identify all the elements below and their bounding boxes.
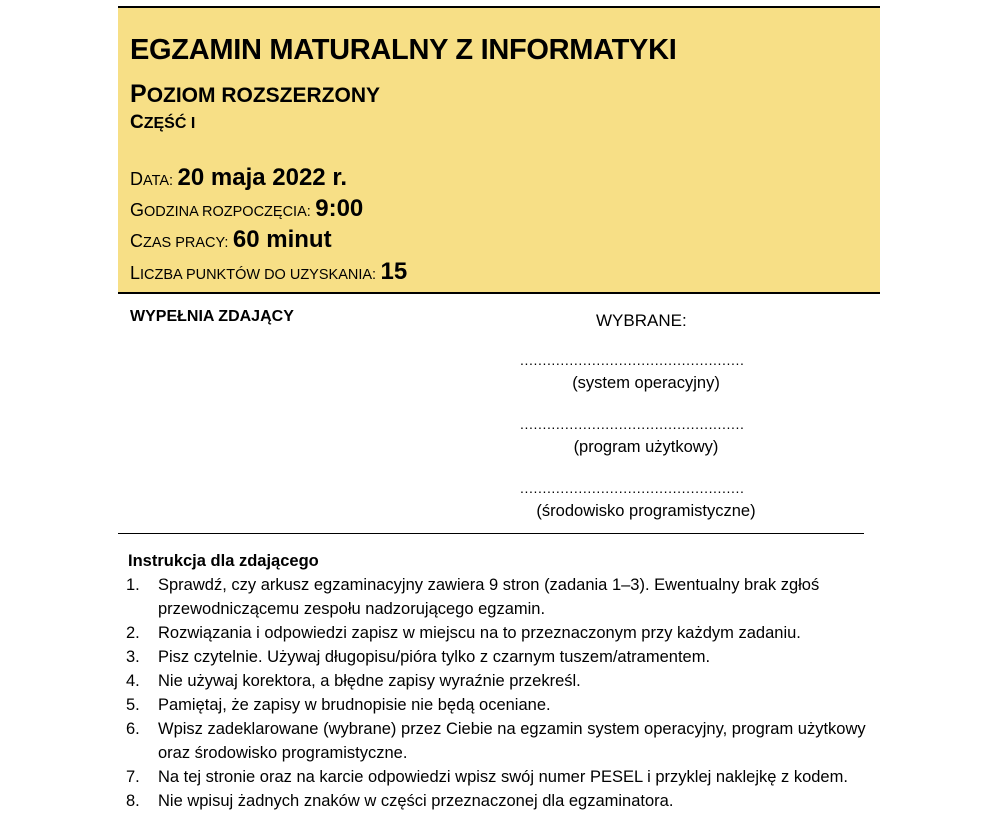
- exam-points-row: [130, 258, 407, 286]
- instruction-item: [126, 717, 886, 765]
- app-entry-caption: (program użytkowy): [573, 438, 719, 456]
- exam-duration-label: [130, 231, 229, 251]
- instruction-number: 1.: [126, 576, 140, 594]
- instructions-title: Instrukcja dla zdającego: [128, 552, 319, 570]
- exam-date-value: 20 maja 2022 r.: [177, 164, 348, 191]
- exam-points-label: [130, 263, 377, 283]
- exam-duration-label-rest: ZAS PRACY:: [143, 235, 229, 251]
- exam-points-label-initial: L: [130, 263, 141, 283]
- exam-start-label-initial: G: [130, 200, 145, 220]
- chosen-label: WYBRANE:: [596, 311, 687, 330]
- app-entry-line[interactable]: ..................................................: [520, 416, 745, 432]
- exam-title: EGZAMIN MATURALNY Z INFORMATYKI: [130, 34, 677, 66]
- instruction-text: Wpisz zadeklarowane (wybrane) przez Ciebie na egzamin system operacyjny, program użytkowy oraz środowisko programistyczne.: [158, 720, 866, 762]
- instruction-item: [126, 573, 886, 621]
- exam-level-initial: P: [130, 80, 147, 108]
- os-entry-line[interactable]: ..................................................: [520, 352, 745, 368]
- instruction-text: Nie używaj korektora, a błędne zapisy wyraźnie przekreśl.: [158, 672, 581, 690]
- instruction-item: [126, 621, 886, 645]
- section-divider: [118, 533, 864, 534]
- exam-part: [130, 112, 195, 134]
- exam-duration-value: 60 minut: [232, 226, 332, 253]
- exam-date-label-rest: ATA:: [143, 173, 174, 189]
- instruction-number: 6.: [126, 720, 140, 738]
- exam-duration-row: [130, 226, 332, 254]
- exam-part-initial: C: [130, 112, 144, 133]
- os-entry-caption: (system operacyjny): [572, 374, 720, 392]
- exam-date-row: [130, 164, 347, 192]
- instruction-number: 7.: [126, 768, 140, 786]
- exam-start-label: [130, 200, 311, 220]
- instruction-item: [126, 765, 886, 789]
- exam-points-label-rest: ICZBA PUNKTÓW DO UZYSKANIA:: [140, 267, 377, 283]
- ide-entry-line[interactable]: ..................................................: [520, 480, 745, 496]
- instruction-text: Rozwiązania i odpowiedzi zapisz w miejscu na to przeznaczonym przy każdym zadaniu.: [158, 624, 801, 642]
- ide-entry-caption: (środowisko programistyczne): [536, 502, 756, 520]
- exam-date-label: [130, 169, 174, 189]
- instruction-number: 4.: [126, 672, 140, 690]
- exam-date-label-initial: D: [130, 169, 143, 189]
- exam-header-box: [118, 6, 880, 294]
- instruction-item: [126, 789, 886, 813]
- exam-start-row: [130, 195, 363, 223]
- instruction-number: 8.: [126, 792, 140, 810]
- instruction-text: Na tej stronie oraz na karcie odpowiedzi wpisz swój numer PESEL i przyklej naklejkę z kodem.: [158, 768, 848, 786]
- instruction-item: [126, 669, 886, 693]
- exam-level-rest: OZIOM ROZSZERZONY: [146, 84, 381, 107]
- instruction-item: [126, 693, 886, 717]
- instruction-text: Pamiętaj, że zapisy w brudnopisie nie będą oceniane.: [158, 696, 551, 714]
- exam-part-rest: ZĘŚĆ I: [143, 115, 196, 132]
- exam-duration-label-initial: C: [130, 231, 143, 251]
- instructions-list: [126, 573, 886, 813]
- exam-start-label-rest: ODZINA ROZPOCZĘCIA:: [144, 204, 311, 220]
- instruction-item: [126, 645, 886, 669]
- instruction-number: 5.: [126, 696, 140, 714]
- candidate-fill-label: WYPEŁNIA ZDAJĄCY: [130, 308, 294, 325]
- instruction-text: Pisz czytelnie. Używaj długopisu/pióra tylko z czarnym tuszem/atramentem.: [158, 648, 711, 666]
- instruction-text: Sprawdź, czy arkusz egzaminacyjny zawiera 9 stron (zadania 1–3). Ewentualny brak zgłoś przewodniczącemu zespołu nadzorującego egzamin.: [158, 576, 820, 618]
- instruction-number: 2.: [126, 624, 140, 642]
- instruction-number: 3.: [126, 648, 140, 666]
- exam-points-value: 15: [380, 258, 408, 285]
- exam-level: [130, 80, 380, 109]
- instruction-text: Nie wpisuj żadnych znaków w części przeznaczonej dla egzaminatora.: [158, 792, 674, 810]
- exam-start-value: 9:00: [315, 195, 364, 222]
